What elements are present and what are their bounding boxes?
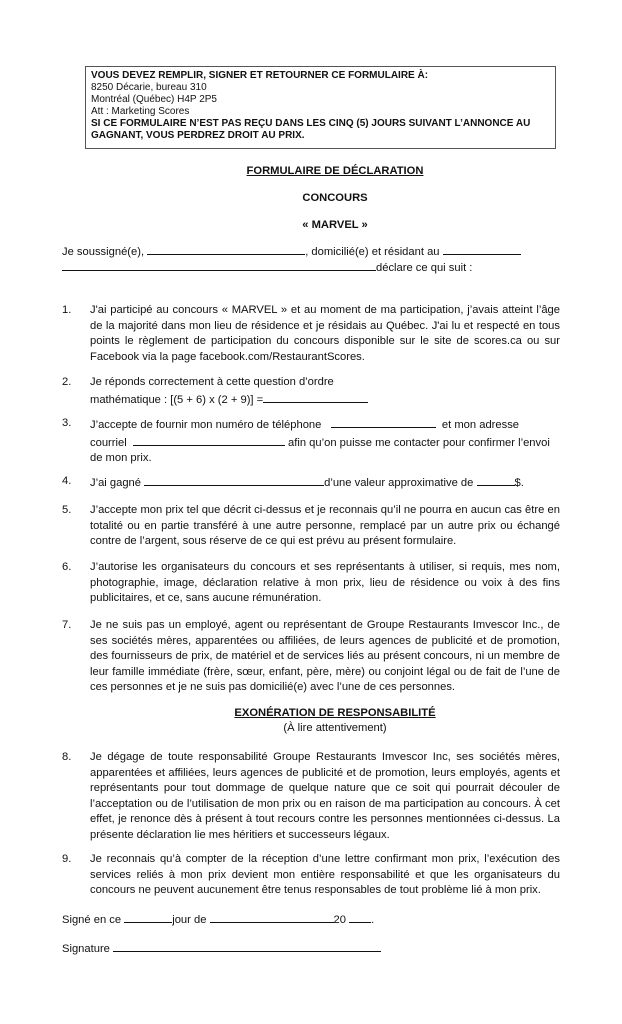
day-field[interactable]	[124, 911, 172, 923]
exoneration-title: EXONÉRATION DE RESPONSABILITÉ	[234, 707, 436, 719]
address-line: 8250 Décarie, bureau 310	[91, 82, 207, 93]
declarant-middle: , domicilié(e) et résidant au	[305, 246, 440, 258]
contest-name: « MARVEL »	[302, 219, 368, 231]
declarant-line-2	[62, 259, 472, 274]
clause-3: 3. J’accepte de fournir mon numéro de téléphone et mon adresse courriel afin qu’on puisse me contacter pour confirmer l’envoi de mon prix.	[62, 417, 550, 465]
clause-2: 2. Je réponds correctement à cette question d’ordre mathématique : [(5 + 6) x (2 + 9)] =	[62, 375, 560, 408]
signed-date-line: Signé en ce jour de 20 .	[62, 911, 374, 926]
attention-line: Att : Marketing Scores	[91, 106, 190, 117]
declarant-line-1	[62, 243, 521, 258]
city-line: Montréal (Québec) H4P 2P5	[91, 94, 217, 105]
email-field[interactable]	[133, 434, 285, 446]
clause-9: 9. Je reconnais qu’à compter de la réception d’une lettre confirmant mon prix, l’exécution des services reliés à mon prix devient mon entière responsabilité et que les organisateurs du concours ne peuvent aucunement être tenus responsables de tout problème lié à mon prix.	[62, 853, 560, 897]
math-answer-field[interactable]	[263, 391, 368, 403]
instructions-heading: VOUS DEVEZ REMPLIR, SIGNER ET RETOURNER CE FORMULAIRE À:	[91, 70, 429, 81]
address-field[interactable]	[62, 259, 376, 271]
phone-field[interactable]	[331, 416, 436, 428]
clause-7: 7. Je ne suis pas un employé, agent ou représentant de Groupe Restaurants Imvescor Inc., de ses sociétés mères, apparentées ou affiliées, de leurs agences de publicité et de promotion, des fournisseurs de prix, de matériel et de services liés au présent concours, ni un membre de leur famille immédiate (frère, sœur, enfant, père, mère) ou conjoint légal ou de fait de l’une de ces personnes et je ne suis pas domicilié(e) avec l’une de ces personnes.	[62, 619, 560, 694]
signature-line: Signature	[62, 940, 381, 955]
form-title: FORMULAIRE DE DÉCLARATION	[246, 165, 424, 177]
declarant-prefix: Je soussigné(e),	[62, 246, 145, 258]
deadline-warning: SI CE FORMULAIRE N’EST PAS REÇU DANS LES CINQ (5) JOURS SUIVANT L’ANNONCE AU GAGNANT, VOUS PERDREZ DROIT AU PRIX.	[91, 118, 531, 141]
clause-4: 4. J’ai gagné d’une valeur approximative de $.	[62, 475, 524, 489]
residence-field[interactable]	[443, 243, 521, 255]
signature-field[interactable]	[113, 940, 381, 952]
clause-6: 6. J’autorise les organisateurs du concours et ses représentants à utiliser, si requis, mes nom, photographie, image, déclaration relative à mon prix, lieu de résidence ou voix à des fins publicitaires, et ce, sans aucune rémunération.	[62, 561, 560, 605]
month-field[interactable]	[210, 911, 334, 923]
name-field[interactable]	[147, 243, 305, 255]
year-field[interactable]	[349, 911, 371, 923]
clause-1: 1. J'ai participé au concours « MARVEL » et au moment de ma participation, j’avais atteint l’âge de la majorité dans mon lieu de résidence et je résidais au Québec. J'ai lu et respecté en tous points le règlement de participation du concours disponible sur le site de scores.ca ou sur Facebook via la page facebook.com/RestaurantScores.	[62, 304, 560, 363]
prize-field[interactable]	[144, 474, 324, 486]
instructions-box	[85, 66, 556, 149]
form-subtitle: CONCOURS	[302, 192, 368, 204]
prize-value-field[interactable]	[477, 474, 515, 486]
declarant-suffix: déclare ce qui suit :	[376, 262, 473, 274]
clause-5: 5. J’accepte mon prix tel que décrit ci-dessus et je reconnais qu’il ne pourra en aucun cas être en totalité ou en partie transféré à une autre personne, remplacé par un autre prix ou échangé contre de l’argent, sous réserve de ce qui est prévu au présent formulaire.	[62, 504, 560, 548]
exoneration-note: (À lire attentivement)	[283, 722, 387, 734]
clause-8: 8. Je dégage de toute responsabilité Groupe Restaurants Imvescor Inc, ses sociétés mères, apparentées et affiliées, leurs agences de publicité et de promotion, leurs employés, agents et représentants pour tout dommage de quelque nature que ce soit qui pourrait découler de l’acceptation ou de l’utilisation de mon prix ou en raison de ma participation au concours. À cet effet, je renonce dès à présent à tout recours contre les personnes mentionnées ci-dessus. La présente déclaration lie mes héritiers et successeurs légaux.	[62, 751, 560, 841]
